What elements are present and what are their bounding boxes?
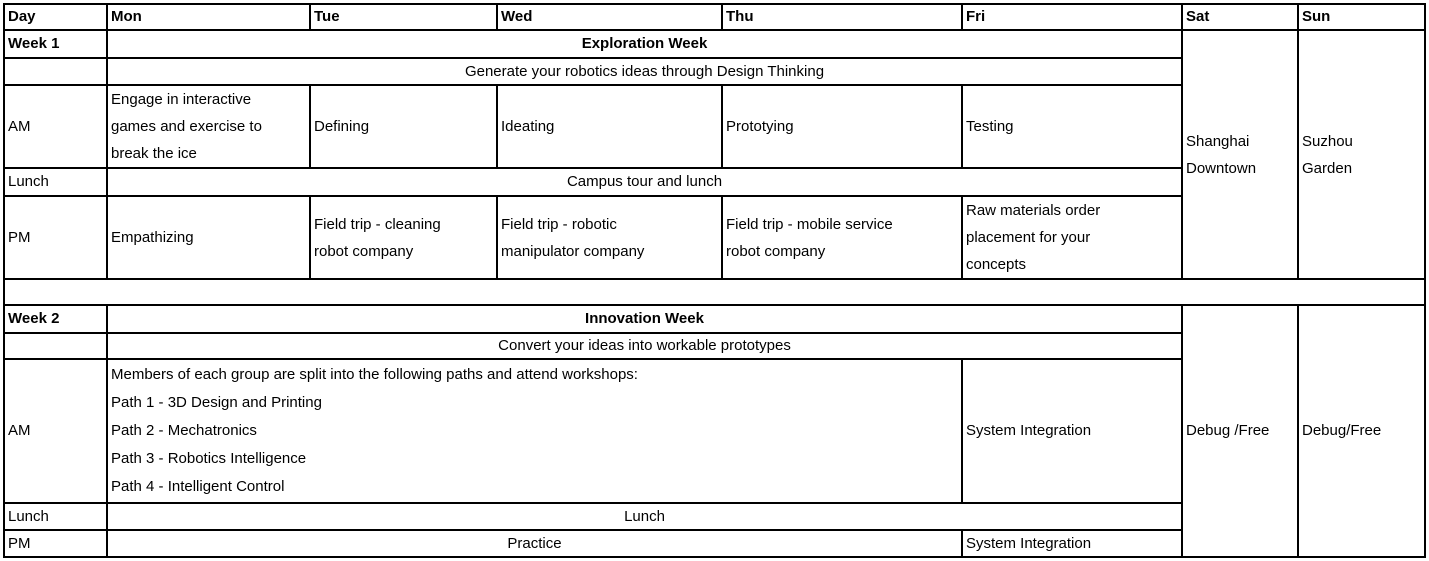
schedule-table [3,3,1426,558]
col-header-sun: Sun [1298,4,1425,30]
week1-am-wed: Ideating [497,85,722,168]
spacer-row [4,279,1425,305]
week1-lunch-label: Lunch [4,168,107,196]
week1-am-thu: Prototying [722,85,962,168]
week1-lunch-span: Campus tour and lunch [107,168,1182,196]
path-3-line: Path 3 - Robotics Intelligence [111,450,307,467]
week1-sun-text: Suzhou Garden [1302,132,1353,177]
week1-am-fri: Testing [962,85,1182,168]
workshop-intro-line: Members of each group are split into the following paths and attend workshops: [111,366,638,383]
week2-sun-cell [1298,305,1425,557]
path-2-line: Path 2 - Mechatronics [111,422,257,439]
week1-title-row [4,30,1425,58]
week2-title-row [4,305,1425,333]
week2-label: Week 2 [4,305,107,333]
week1-sat-cell [1182,30,1298,279]
week2-sat-text: Debug /Free [1186,422,1270,439]
header-row [4,4,1425,30]
week1-sat-text: Shanghai Downtown [1186,132,1257,177]
week1-am-label: AM [4,85,107,168]
col-header-day: Day [4,4,107,30]
col-header-thu: Thu [722,4,962,30]
week1-pm-fri-text: Raw materials order placement for your concepts [966,202,1101,273]
col-header-sat: Sat [1182,4,1298,30]
week1-title: Exploration Week [107,30,1182,58]
week2-am-main [107,359,962,503]
week1-pm-tue [310,196,497,279]
week1-label: Week 1 [4,30,107,58]
week2-am-label: AM [4,359,107,503]
week2-pm-main: Practice [107,530,962,557]
week1-sun-cell [1298,30,1425,279]
week2-pm-fri: System Integration [962,530,1182,557]
spacer-cell [4,279,1425,305]
week2-lunch-label: Lunch [4,503,107,530]
week2-am-fri: System Integration [962,359,1182,503]
empty-cell [4,58,107,85]
empty-cell [4,333,107,359]
path-4-line: Path 4 - Intelligent Control [111,478,285,495]
path-1-line: Path 1 - 3D Design and Printing [111,394,322,411]
col-header-wed: Wed [497,4,722,30]
week1-pm-mon: Empathizing [107,196,310,279]
col-header-tue: Tue [310,4,497,30]
col-header-fri: Fri [962,4,1182,30]
week1-subtitle: Generate your robotics ideas through Design Thinking [107,58,1182,85]
col-header-mon: Mon [107,4,310,30]
week1-pm-wed-text: Field trip - robotic manipulator company [501,215,645,260]
week1-am-tue: Defining [310,85,497,168]
week2-pm-label: PM [4,530,107,557]
week1-am-mon-text: Engage in interactive games and exercise to break the ice [111,91,262,162]
week1-pm-fri [962,196,1182,279]
week1-pm-thu [722,196,962,279]
week2-sat-cell [1182,305,1298,557]
week1-pm-thu-text: Field trip - mobile service robot company [726,215,893,260]
week1-am-mon [107,85,310,168]
week2-title: Innovation Week [107,305,1182,333]
week1-pm-tue-text: Field trip - cleaning robot company [314,215,441,260]
week2-subtitle: Convert your ideas into workable prototypes [107,333,1182,359]
week1-pm-label: PM [4,196,107,279]
week1-pm-wed [497,196,722,279]
week2-lunch-span: Lunch [107,503,1182,530]
week2-sun-text: Debug/Free [1302,422,1382,439]
